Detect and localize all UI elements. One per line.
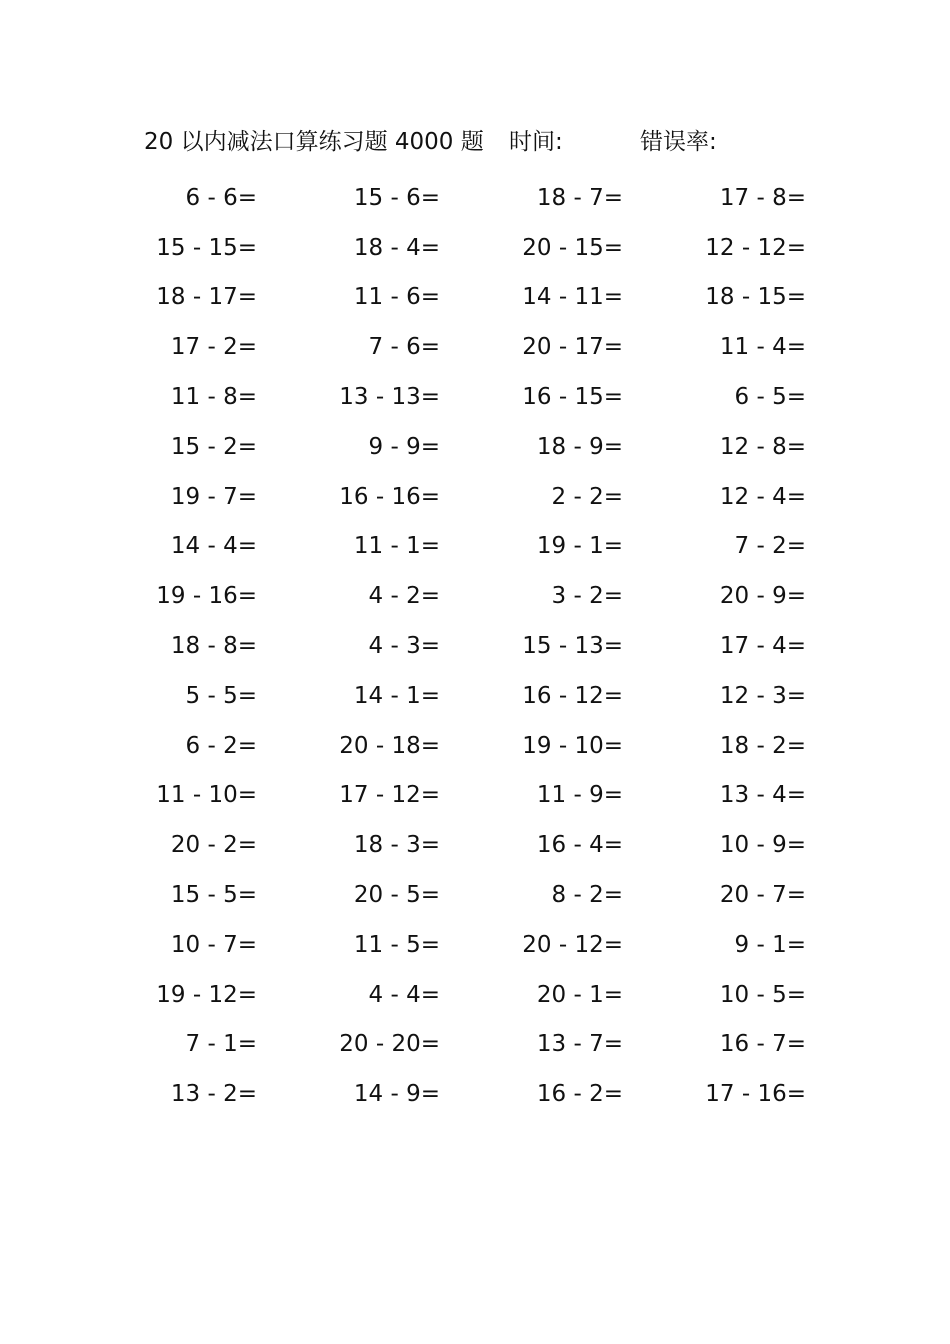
subtraction-problem: 8 - 2=: [551, 882, 623, 909]
subtraction-problem: 16 - 12=: [522, 682, 623, 709]
subtraction-problem: 17 - 16=: [705, 1081, 806, 1108]
subtraction-problem: 20 - 17=: [522, 334, 623, 361]
problem-row: [120, 422, 820, 472]
subtraction-problem: 20 - 1=: [536, 981, 623, 1008]
problem-row: [120, 1020, 820, 1070]
problem-row: [120, 970, 820, 1020]
subtraction-problem: 20 - 2=: [170, 832, 257, 859]
subtraction-problem: 16 - 4=: [536, 832, 623, 859]
subtraction-problem: 19 - 1=: [536, 533, 623, 560]
subtraction-problem: 6 - 6=: [185, 184, 257, 211]
problem-row: [120, 472, 820, 522]
subtraction-problem: 7 - 6=: [368, 334, 440, 361]
problem-grid: [120, 173, 820, 1119]
subtraction-problem: 11 - 8=: [170, 384, 257, 411]
subtraction-problem: 18 - 9=: [536, 433, 623, 460]
subtraction-problem: 20 - 5=: [353, 882, 440, 909]
subtraction-problem: 19 - 16=: [156, 583, 257, 610]
subtraction-problem: 14 - 4=: [170, 533, 257, 560]
subtraction-problem: 11 - 5=: [353, 931, 440, 958]
subtraction-problem: 11 - 10=: [156, 782, 257, 809]
subtraction-problem: 10 - 5=: [719, 981, 806, 1008]
problem-row: [120, 1069, 820, 1119]
problem-row: [120, 173, 820, 223]
subtraction-problem: 12 - 8=: [719, 433, 806, 460]
subtraction-problem: 13 - 2=: [170, 1081, 257, 1108]
error-rate-label: 错误率:: [640, 129, 717, 155]
problem-row: [120, 223, 820, 273]
subtraction-problem: 17 - 2=: [170, 334, 257, 361]
subtraction-problem: 9 - 1=: [734, 931, 806, 958]
subtraction-problem: 13 - 7=: [536, 1031, 623, 1058]
subtraction-problem: 7 - 1=: [185, 1031, 257, 1058]
subtraction-problem: 16 - 16=: [339, 483, 440, 510]
subtraction-problem: 4 - 3=: [368, 633, 440, 660]
subtraction-problem: 11 - 1=: [353, 533, 440, 560]
subtraction-problem: 20 - 15=: [522, 234, 623, 261]
subtraction-problem: 11 - 6=: [353, 284, 440, 311]
subtraction-problem: 16 - 2=: [536, 1081, 623, 1108]
subtraction-problem: 18 - 8=: [170, 633, 257, 660]
subtraction-problem: 20 - 20=: [339, 1031, 440, 1058]
problem-row: [120, 771, 820, 821]
subtraction-problem: 14 - 1=: [353, 682, 440, 709]
subtraction-problem: 18 - 15=: [705, 284, 806, 311]
subtraction-problem: 4 - 2=: [368, 583, 440, 610]
problem-row: [120, 273, 820, 323]
subtraction-problem: 18 - 4=: [353, 234, 440, 261]
subtraction-problem: 18 - 17=: [156, 284, 257, 311]
subtraction-problem: 17 - 12=: [339, 782, 440, 809]
subtraction-problem: 16 - 15=: [522, 384, 623, 411]
subtraction-problem: 13 - 13=: [339, 384, 440, 411]
problem-row: [120, 621, 820, 671]
subtraction-problem: 15 - 5=: [170, 882, 257, 909]
subtraction-problem: 4 - 4=: [368, 981, 440, 1008]
subtraction-problem: 12 - 4=: [719, 483, 806, 510]
subtraction-problem: 11 - 4=: [719, 334, 806, 361]
subtraction-problem: 15 - 13=: [522, 633, 623, 660]
subtraction-problem: 5 - 5=: [185, 682, 257, 709]
subtraction-problem: 16 - 7=: [719, 1031, 806, 1058]
subtraction-problem: 20 - 12=: [522, 931, 623, 958]
subtraction-problem: 3 - 2=: [551, 583, 623, 610]
subtraction-problem: 6 - 2=: [185, 732, 257, 759]
subtraction-problem: 19 - 10=: [522, 732, 623, 759]
problem-row: [120, 820, 820, 870]
subtraction-problem: 20 - 7=: [719, 882, 806, 909]
subtraction-problem: 19 - 7=: [170, 483, 257, 510]
subtraction-problem: 15 - 6=: [353, 184, 440, 211]
subtraction-problem: 18 - 2=: [719, 732, 806, 759]
problem-row: [120, 870, 820, 920]
problem-row: [120, 372, 820, 422]
subtraction-problem: 10 - 9=: [719, 832, 806, 859]
subtraction-problem: 15 - 2=: [170, 433, 257, 460]
subtraction-problem: 18 - 3=: [353, 832, 440, 859]
subtraction-problem: 12 - 12=: [705, 234, 806, 261]
subtraction-problem: 15 - 15=: [156, 234, 257, 261]
subtraction-problem: 11 - 9=: [536, 782, 623, 809]
problem-row: [120, 671, 820, 721]
subtraction-problem: 14 - 9=: [353, 1081, 440, 1108]
problem-row: [120, 920, 820, 970]
problem-row: [120, 522, 820, 572]
problem-row: [120, 721, 820, 771]
worksheet-title: 20 以内减法口算练习题 4000 题: [144, 129, 484, 155]
subtraction-problem: 20 - 9=: [719, 583, 806, 610]
problem-row: [120, 571, 820, 621]
subtraction-problem: 20 - 18=: [339, 732, 440, 759]
subtraction-problem: 14 - 11=: [522, 284, 623, 311]
time-label: 时间:: [509, 129, 563, 155]
subtraction-problem: 17 - 4=: [719, 633, 806, 660]
subtraction-problem: 9 - 9=: [368, 433, 440, 460]
subtraction-problem: 18 - 7=: [536, 184, 623, 211]
subtraction-problem: 19 - 12=: [156, 981, 257, 1008]
subtraction-problem: 10 - 7=: [170, 931, 257, 958]
subtraction-problem: 6 - 5=: [734, 384, 806, 411]
subtraction-problem: 17 - 8=: [719, 184, 806, 211]
subtraction-problem: 13 - 4=: [719, 782, 806, 809]
subtraction-problem: 12 - 3=: [719, 682, 806, 709]
subtraction-problem: 2 - 2=: [551, 483, 623, 510]
problem-row: [120, 322, 820, 372]
subtraction-problem: 7 - 2=: [734, 533, 806, 560]
